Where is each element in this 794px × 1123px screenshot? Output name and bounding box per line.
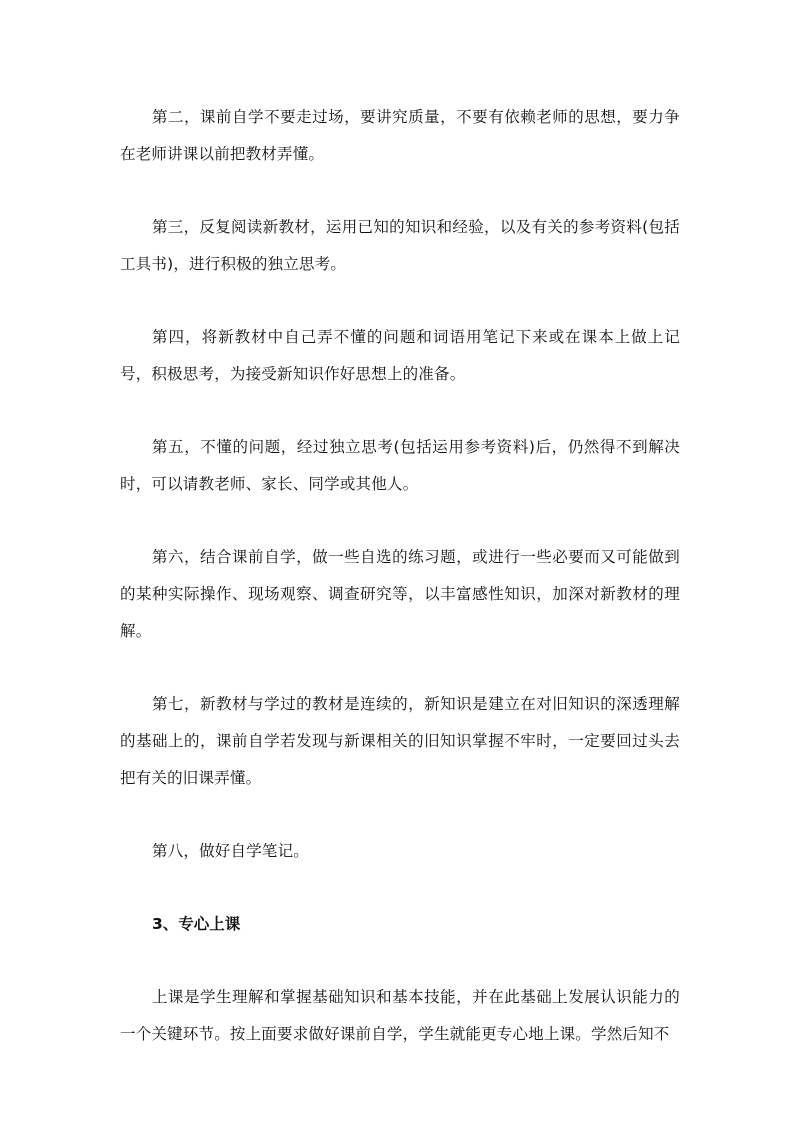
paragraph-fourth: 第四，将新教材中自己弄不懂的问题和词语用笔记下来或在课本上做上记号，积极思考，为接受新知识作好思想上的准备。 xyxy=(120,328,680,383)
paragraph-sixth: 第六，结合课前自学，做一些自选的练习题，或进行一些必要而又可能做到的某种实际操作、现场观察、调查研究等，以丰富感性知识，加深对新教材的理解。 xyxy=(120,548,680,640)
paragraph-second: 第二，课前自学不要走过场，要讲究质量，不要有依赖老师的思想，要力争在老师讲课以前把教材弄懂。 xyxy=(120,108,680,163)
paragraph-seventh: 第七，新教材与学过的教材是连续的，新知识是建立在对旧知识的深透理解的基础上的，课前自学若发现与新课相关的旧知识掌握不牢时，一定要回过头去把有关的旧课弄懂。 xyxy=(120,695,680,787)
paragraph-eighth: 第八，做好自学笔记。 xyxy=(152,842,310,860)
paragraph-third: 第三，反复阅读新教材，运用已知的知识和经验，以及有关的参考资料(包括工具书)，进行积极的独立思考。 xyxy=(120,218,680,273)
section-heading: 3、专心上课 xyxy=(152,915,241,933)
paragraph-fifth: 第五，不懂的问题，经过独立思考(包括运用参考资料)后，仍然得不到解决时，可以请教老师、家长、同学或其他人。 xyxy=(120,438,680,493)
paragraph-class-focus: 上课是学生理解和掌握基础知识和基本技能，并在此基础上发展认识能力的一个关键环节。按上面要求做好课前自学，学生就能更专心地上课。学然后知不 xyxy=(120,988,680,1043)
document-body xyxy=(120,99,680,1089)
